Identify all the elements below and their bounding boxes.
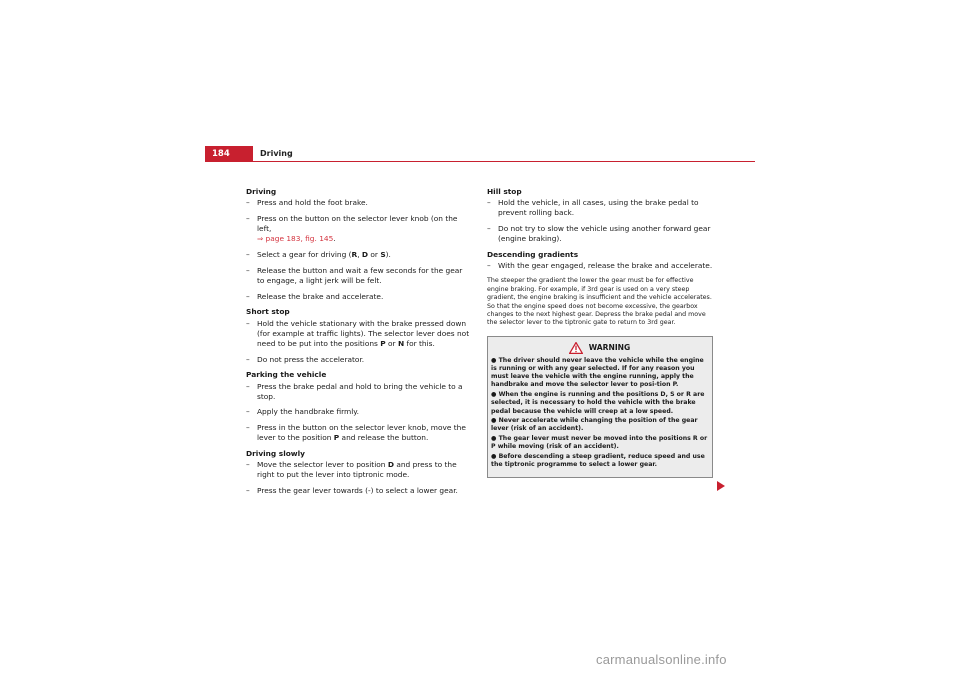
dash-bullet: – bbox=[246, 486, 250, 496]
step: – Press on the button on the selector lever knob (on the left, ⇒ page 183, fig. 145. bbox=[246, 213, 458, 244]
bullet-icon: ● bbox=[491, 453, 499, 461]
header-divider bbox=[205, 161, 755, 162]
bullet-icon: ● bbox=[491, 356, 499, 364]
dash-bullet: – bbox=[246, 423, 250, 433]
step: – Press the gear lever towards (-) to select a lower gear. bbox=[246, 486, 458, 496]
section-heading-hill-stop: Hill stop bbox=[487, 187, 522, 196]
dash-bullet: – bbox=[246, 198, 250, 208]
step: – Hold the vehicle, in all cases, using the brake pedal to prevent rolling back. bbox=[487, 198, 699, 218]
page-number-tab bbox=[205, 146, 253, 162]
warning-item: ● When the engine is running and the positions D, S or R are selected, it is necessary to hold the vehicle with the brake pedal because the vehicle will creep at a low speed. bbox=[491, 391, 705, 415]
dash-bullet: – bbox=[246, 213, 250, 223]
section-heading-parking: Parking the vehicle bbox=[246, 370, 327, 380]
left-column bbox=[246, 187, 471, 502]
step: – Press and hold the foot brake. bbox=[246, 198, 368, 208]
page-cross-reference-link[interactable]: ⇒ page 183, fig. 145 bbox=[257, 234, 334, 244]
bullet-icon: ● bbox=[491, 391, 499, 399]
warning-box bbox=[487, 336, 713, 478]
step: – Move the selector lever to position D and press to the right to put the lever into tiptronic mode. bbox=[246, 460, 457, 480]
page-header-title: Driving bbox=[260, 149, 293, 158]
dash-bullet: – bbox=[246, 250, 250, 260]
section-heading-driving: Driving bbox=[246, 187, 277, 196]
warning-header bbox=[491, 342, 708, 354]
step: – Hold the vehicle stationary with the brake pressed down (for example at traffic lights). The selector lever does not need to be put into the positions P or N for this. bbox=[246, 318, 470, 348]
dash-bullet: – bbox=[246, 460, 250, 470]
section-heading-driving-slowly: Driving slowly bbox=[246, 449, 305, 459]
step: – Release the brake and accelerate. bbox=[246, 291, 384, 301]
bullet-icon: ● bbox=[491, 435, 499, 443]
dash-bullet: – bbox=[487, 224, 491, 234]
dash-bullet: – bbox=[246, 407, 250, 417]
warning-triangle-icon bbox=[569, 342, 583, 354]
dash-bullet: – bbox=[246, 291, 250, 301]
dash-bullet: – bbox=[487, 261, 491, 271]
step: – Select a gear for driving (R, D or S). bbox=[246, 250, 391, 260]
page-number: 184 bbox=[212, 149, 230, 159]
step: – With the gear engaged, release the brake and accelerate. bbox=[487, 261, 713, 271]
dash-bullet: – bbox=[246, 265, 250, 275]
warning-item: ● Before descending a steep gradient, reduce speed and use the tiptronic programme to select a lower gear. bbox=[491, 453, 705, 469]
bullet-icon: ● bbox=[491, 417, 499, 425]
dash-bullet: – bbox=[246, 381, 250, 391]
step: – Press the brake pedal and hold to bring the vehicle to a stop. bbox=[246, 381, 463, 401]
gradient-note: The steeper the gradient the lower the gear must be for effective engine braking. For example, if 3rd gear is used on a very steep gradient, the engine braking is insufficient and the vehicle accelerates. So that the engine speed does not become excessive, the gearbox changes to the next highest gear. Depress the brake pedal and move the selector lever to the tiptronic gate to return to 3rd gear. bbox=[487, 277, 712, 327]
warning-item: ● The gear lever must never be moved into the positions R or P while moving (risk of an accident). bbox=[491, 435, 708, 451]
step: – Do not press the accelerator. bbox=[246, 354, 365, 364]
dash-bullet: – bbox=[246, 354, 250, 364]
watermark: carmanualsonline.info bbox=[596, 652, 727, 667]
step: – Press in the button on the selector lever knob, move the lever to the position P and release the button. bbox=[246, 423, 466, 443]
warning-item: ● The driver should never leave the vehicle while the engine is running or with any gear selected. If for any reason you must leave the vehicle with the engine running, apply the handbrake and move the selector lever to posi-tion P. bbox=[491, 356, 704, 389]
section-heading-descending-gradients: Descending gradients bbox=[487, 250, 579, 260]
continue-arrow-icon bbox=[717, 481, 725, 491]
right-column bbox=[487, 187, 713, 478]
warning-item: ● Never accelerate while changing the position of the gear lever (risk of an accident). bbox=[491, 417, 698, 433]
warning-title: WARNING bbox=[588, 342, 631, 352]
section-heading-short-stop: Short stop bbox=[246, 307, 290, 317]
dash-bullet: – bbox=[246, 318, 250, 328]
step: – Do not try to slow the vehicle using another forward gear (engine braking). bbox=[487, 224, 711, 244]
step: – Release the button and wait a few seconds for the gear to engage, a light jerk will be felt. bbox=[246, 265, 463, 285]
step: – Apply the handbrake firmly. bbox=[246, 407, 359, 417]
dash-bullet: – bbox=[487, 198, 491, 208]
